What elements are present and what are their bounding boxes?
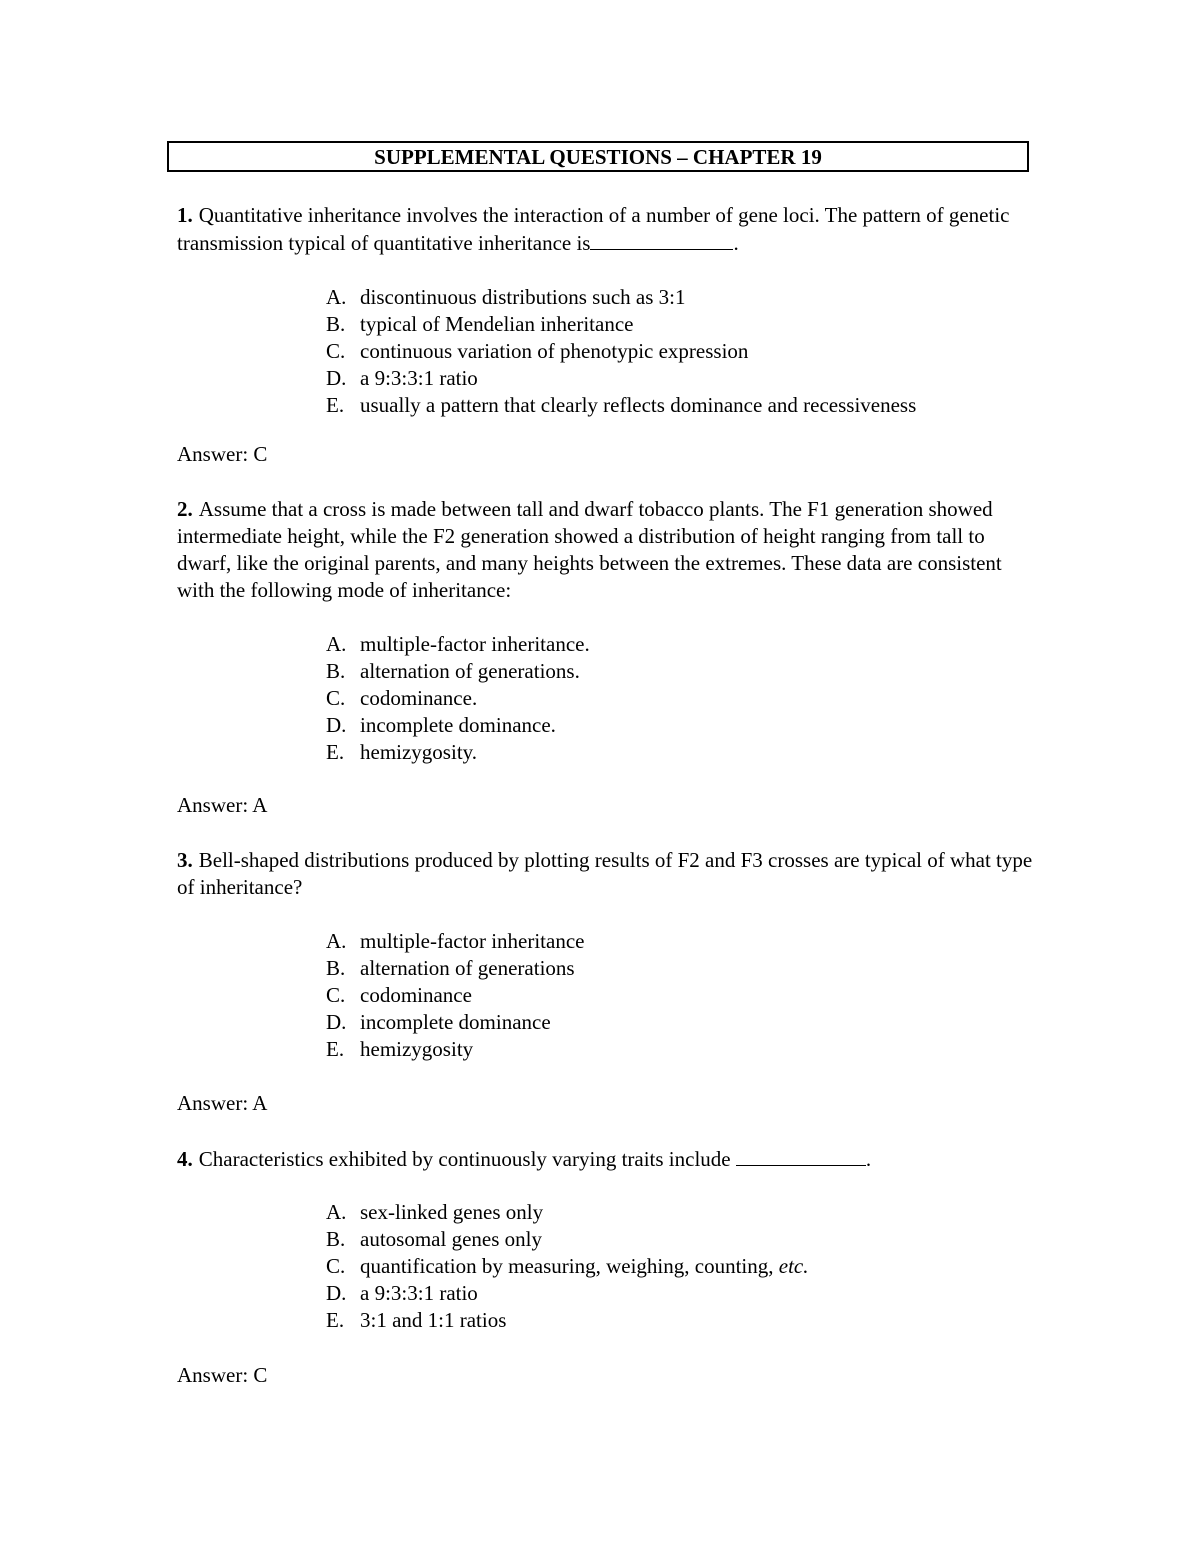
option-e: E. hemizygosity. bbox=[326, 740, 478, 764]
answer-4: Answer: C bbox=[177, 1363, 268, 1387]
question-text-end: . bbox=[733, 231, 739, 255]
question-text-end: . bbox=[865, 1147, 872, 1171]
answer-3: Answer: A bbox=[177, 1091, 268, 1115]
option-d: D. incomplete dominance. bbox=[326, 713, 556, 737]
option-a: A. multiple-factor inheritance bbox=[326, 929, 585, 953]
question-text: Characteristics exhibited by continuously varying traits include bbox=[198, 1147, 731, 1171]
answer-1: Answer: C bbox=[177, 442, 268, 466]
option-a: A. discontinuous distributions such as 3:1 bbox=[326, 285, 686, 309]
option-a: A. sex-linked genes only bbox=[326, 1200, 544, 1224]
option-e: E. usually a pattern that clearly reflects dominance and recessiveness bbox=[326, 393, 917, 417]
option-a: A. multiple-factor inheritance. bbox=[326, 632, 590, 656]
question-4-options bbox=[326, 1199, 1026, 1334]
question-text: Quantitative inheritance involves the interaction of a number of gene loci. The pattern of genetic transmission typical of quantitative inheritance is bbox=[177, 203, 1010, 255]
italic-etc: etc. bbox=[778, 1254, 809, 1278]
option-b: B. autosomal genes only bbox=[326, 1227, 542, 1251]
option-e: E. 3:1 and 1:1 ratios bbox=[326, 1308, 507, 1332]
question-text: Bell-shaped distributions produced by plotting results of F2 and F3 crosses are typical of what type of inheritance? bbox=[177, 848, 1033, 899]
question-2-options bbox=[326, 631, 1026, 766]
option-c: C. continuous variation of phenotypic expression bbox=[326, 339, 749, 363]
question-number: 1. bbox=[177, 203, 193, 227]
question-3 bbox=[177, 847, 1037, 901]
option-c: C. quantification by measuring, weighing, counting, etc. bbox=[326, 1254, 809, 1278]
answer-2: Answer: A bbox=[177, 793, 268, 817]
question-number: 2. bbox=[177, 497, 193, 521]
answer-blank bbox=[736, 1145, 866, 1166]
answer-blank bbox=[590, 229, 733, 250]
option-d: D. incomplete dominance bbox=[326, 1010, 551, 1034]
option-c: C. codominance bbox=[326, 983, 472, 1007]
question-4 bbox=[177, 1145, 1037, 1173]
option-b: B. alternation of generations. bbox=[326, 659, 580, 683]
question-2 bbox=[177, 496, 1037, 604]
option-d: D. a 9:3:3:1 ratio bbox=[326, 1281, 478, 1305]
option-c: C. codominance. bbox=[326, 686, 478, 710]
question-3-options bbox=[326, 928, 1026, 1063]
question-number: 3. bbox=[177, 848, 193, 872]
option-b: B. typical of Mendelian inheritance bbox=[326, 312, 634, 336]
question-1-options bbox=[326, 284, 1026, 419]
question-1 bbox=[177, 202, 1037, 257]
question-number: 4. bbox=[177, 1147, 193, 1171]
page-title: SUPPLEMENTAL QUESTIONS – CHAPTER 19 bbox=[167, 141, 1029, 172]
option-e: E. hemizygosity bbox=[326, 1037, 474, 1061]
option-d: D. a 9:3:3:1 ratio bbox=[326, 366, 478, 390]
option-b: B. alternation of generations bbox=[326, 956, 575, 980]
question-text: Assume that a cross is made between tall and dwarf tobacco plants. The F1 generation showed intermediate height, while the F2 generation showed a distribution of height ranging from tall to dwarf, like the original parents, and many heights between the extremes. These data are consistent with the following mode of inheritance: bbox=[177, 497, 1002, 602]
